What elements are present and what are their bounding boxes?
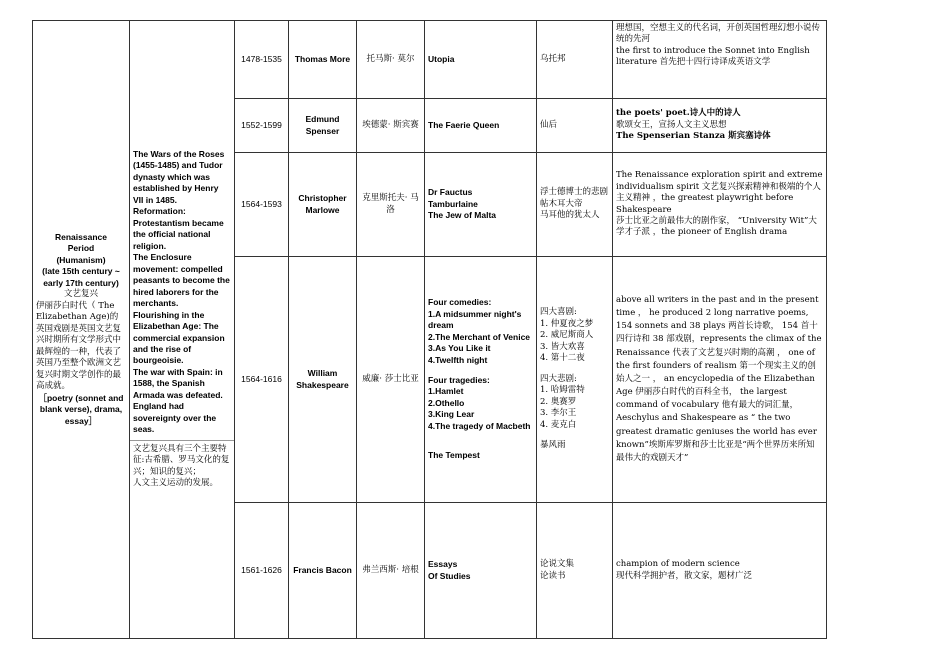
works-cn-cell: 浮士德博士的悲剧 帖木耳大帝 马耳他的犹太人 <box>537 153 613 257</box>
works-cn-cell: 仙后 <box>537 99 613 153</box>
author-name-cn: 托马斯· 莫尔 <box>357 21 425 99</box>
period-cn-name: 文艺复兴 <box>63 289 98 300</box>
notes-cell: The Renaissance exploration spirit and extreme individualism spirit 文艺复兴探索精神和极端的个人主义精神 ，the greatest playwright before Shakespeare 莎士比亚之前最伟大的剧作家， “University Wit”大学才子派 ，the pioneer of English drama <box>613 153 827 257</box>
author-name: Edmund Spenser <box>289 99 357 153</box>
author-name: William Shakespeare <box>289 257 357 503</box>
works-cell: Essays Of Studies <box>425 503 537 639</box>
works-cell: Four comedies: 1.A midsummer night's dream 2.The Merchant of Venice 3.As You Like it 4.Twelfth night Four tragedies: 1.Hamlet 2.Othello 3.King Lear 4.The tragedy of Macbeth The Tempest <box>425 257 537 503</box>
background-features: 文艺复兴具有三个主要特征:古希腊、罗马文化的复兴；知识的复兴； 人文主义运动的发展。 <box>133 443 230 489</box>
author-name-cn: 埃德蒙· 斯宾赛 <box>357 99 425 153</box>
author-dates: 1564-1616 <box>235 257 289 503</box>
works-cn-cell: 乌托邦 <box>537 21 613 99</box>
works-cell: The Faerie Queen <box>425 99 537 153</box>
works-cell: Dr Fauctus Tamburlaine The Jew of Malta <box>425 153 537 257</box>
notes-cell: the poets' poet.诗人中的诗人 歌颂女王，宣扬人文主义思想 The Spenserian Stanza 斯宾塞诗体 <box>613 99 827 153</box>
notes-cell: champion of modern science 现代科学拥护者，散文家，题材广泛 <box>613 503 827 639</box>
background-cell <box>130 21 235 639</box>
period-cell <box>33 21 130 639</box>
works-cn-cell: 四大喜剧: 1. 仲夏夜之梦 2. 威尼斯商人 3. 皆大欢喜 4. 第十二夜 四大悲剧: 1. 哈姆雷特 2. 奥赛罗 3. 李尔王 4. 麦克白 暴风雨 <box>537 257 613 503</box>
background-events: The Wars of the Roses (1455-1485) and Tudor dynasty which was established by Henry VII in 1485. Reformation: Protestantism became the official national religion. The Enclosure movement: compelled peasants to become the hired laborers for the merchants. Flourishing in the Elizabethan Age: The commercial expansion and the rise of bourgeoisie. The war with Spain: in 1588, the Spanish Armada was defeated. England had sovereignty over the seas. <box>130 149 234 441</box>
works-cell: Utopia <box>425 21 537 99</box>
period-description: 伊丽莎白时代（ The Elizabethan Age)的英国戏剧是英国文艺复兴时期所有文学形式中最辉煌的一种，代表了英国乃至整个欧洲文艺复兴时期文学创作的最高成就。 <box>36 300 122 392</box>
author-name: Francis Bacon <box>289 503 357 639</box>
author-name: Thomas More <box>289 21 357 99</box>
author-dates: 1561-1626 <box>235 503 289 639</box>
works-cn-cell: 论说文集 论读书 <box>537 503 613 639</box>
author-dates: 1564-1593 <box>235 153 289 257</box>
author-name: Christopher Marlowe <box>289 153 357 257</box>
literature-table <box>32 20 827 639</box>
period-genres: ［poetry (sonnet and blank verse), drama, essay］ <box>38 392 124 426</box>
author-dates: 1552-1599 <box>235 99 289 153</box>
author-name-cn: 弗兰西斯· 培根 <box>357 503 425 639</box>
author-name-cn: 克里斯托夫· 马洛 <box>357 153 425 257</box>
period-title: Renaissance Period (Humanism) (late 15th century ~ early 17th century) <box>42 232 120 288</box>
author-name-cn: 威廉· 莎士比亚 <box>357 257 425 503</box>
notes-cell: above all writers in the past and in the present time ， he produced 2 long narrative poems, 154 sonnets and 38 plays 两首长诗歌， 154 首十四行诗和 38 部戏剧，represents the climax of the Renaissance 代表了文艺复兴时期的高潮 ， one of the first founders of realism 第一个现实主义的创始人之一 ， an encyclopedia of the Elizabethan Age 伊丽莎白时代的百科全书， the largest command of vocabulary 他有最大的词汇量， Aeschylus and Shakespeare as “ the two greatest dramatic geniuses the world has ever known”埃斯库罗斯和莎士比亚是“两个世界历来所知最伟大的戏剧天才” <box>613 257 827 503</box>
table-row <box>33 21 827 99</box>
author-dates: 1478-1535 <box>235 21 289 99</box>
notes-cell: 理想国，空想主义的代名词，开创英国哲理幻想小说传统的先河 the first to introduce the Sonnet into English literature 首先把十四行诗译成英语文学 <box>613 21 827 99</box>
